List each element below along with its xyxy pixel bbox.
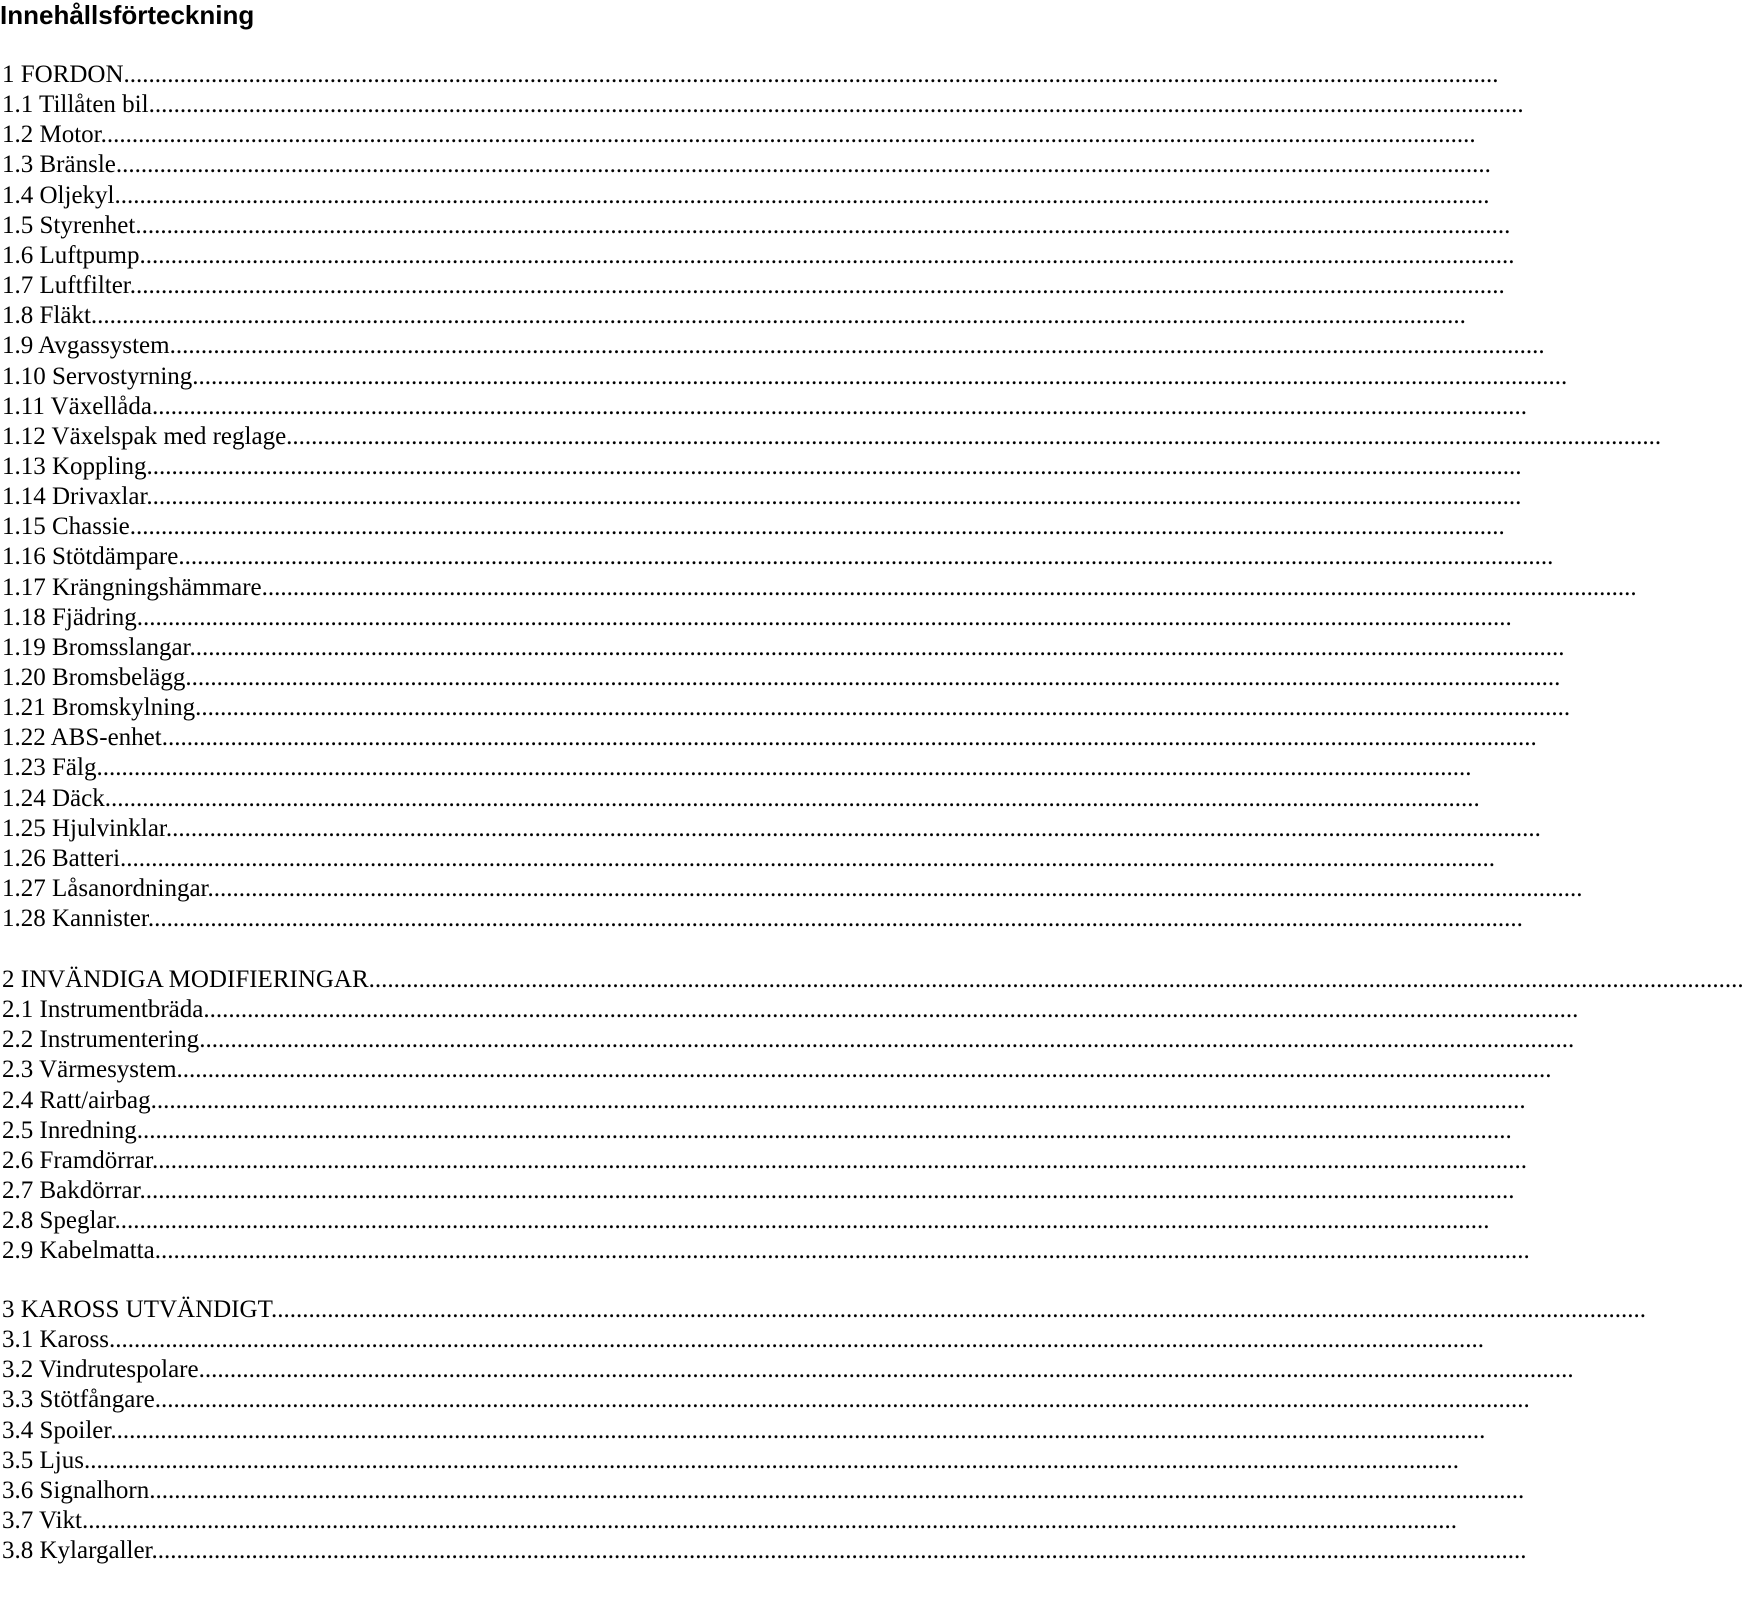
toc-entry[interactable]: [2, 392, 1527, 422]
dot-leader: ............................................................................................................................................................................................................................: [169, 332, 1545, 359]
dot-leader: ............................................................................................................................................................................................................................: [185, 664, 1561, 691]
toc-entry-label: 1.23 Fälg: [2, 754, 97, 781]
toc-entry-label: 2.6 Framdörrar: [2, 1147, 152, 1174]
toc-entry-label: 2.9 Kabelmatta: [2, 1237, 155, 1264]
toc-entry-label: 3.4 Spoiler: [2, 1417, 111, 1444]
dot-leader: ............................................................................................................................................................................................................................: [207, 875, 1583, 902]
toc-entry-label: 1.16 Stötdämpare: [2, 543, 179, 570]
dot-leader: ............................................................................................................................................................................................................................: [110, 1417, 1486, 1444]
dot-leader: ............................................................................................................................................................................................................................: [176, 1056, 1552, 1083]
toc-entry-label: 1.18 Fjädring: [2, 604, 137, 631]
page-title: Innehållsförteckning: [0, 0, 255, 30]
dot-leader: ............................................................................................................................................................................................................................: [120, 845, 1496, 872]
toc-entry[interactable]: [2, 1325, 1484, 1355]
dot-leader: ............................................................................................................................................................................................................................: [199, 1026, 1575, 1053]
toc-entry-label: 1.14 Drivaxlar: [2, 483, 147, 510]
toc-entry[interactable]: [2, 723, 1537, 753]
toc-entry[interactable]: [2, 753, 1472, 783]
toc-entry[interactable]: [2, 693, 1571, 723]
dot-leader: ............................................................................................................................................................................................................................: [90, 302, 1466, 329]
dot-leader: ............................................................................................................................................................................................................................: [151, 393, 1527, 420]
dot-leader: ............................................................................................................................................................................................................................: [189, 634, 1565, 661]
dot-leader: ............................................................................................................................................................................................................................: [148, 91, 1524, 118]
dot-leader: ............................................................................................................................................................................................................................: [83, 1447, 1459, 1474]
toc-entry[interactable]: [2, 1206, 1490, 1236]
toc-entry[interactable]: [2, 1086, 1526, 1116]
toc-entry-label: 1.17 Krängningshämmare: [2, 574, 262, 601]
toc-entry-label: 1.27 Låsanordningar: [2, 875, 208, 902]
toc-entry[interactable]: [2, 1146, 1527, 1176]
toc-entry[interactable]: [2, 150, 1491, 180]
dot-leader: ............................................................................................................................................................................................................................: [203, 996, 1579, 1023]
dot-leader: ............................................................................................................................................................................................................................: [261, 574, 1637, 601]
toc-entry[interactable]: [2, 1385, 1530, 1415]
toc-entry-label: 1.20 Bromsbelägg: [2, 664, 186, 691]
dot-leader: ............................................................................................................................................................................................................................: [161, 724, 1537, 751]
dot-leader: ............................................................................................................................................................................................................................: [146, 483, 1522, 510]
toc-entry[interactable]: [2, 241, 1515, 271]
dot-leader: ............................................................................................................................................................................................................................: [100, 121, 1476, 148]
toc-entry-label: 1.9 Avgassystem: [2, 332, 170, 359]
toc-entry[interactable]: [2, 573, 1637, 603]
toc-entry[interactable]: [2, 301, 1466, 331]
dot-leader: ............................................................................................................................................................................................................................: [151, 1147, 1527, 1174]
dot-leader: ............................................................................................................................................................................................................................: [129, 513, 1505, 540]
toc-entry-label: 1.25 Hjulvinklar: [2, 815, 166, 842]
dot-leader: ............................................................................................................................................................................................................................: [108, 1326, 1484, 1353]
toc-entry-label: 2 INVÄNDIGA MODIFIERINGAR: [2, 966, 369, 993]
toc-entry[interactable]: [2, 211, 1511, 241]
dot-leader: ............................................................................................................................................................................................................................: [270, 1296, 1646, 1323]
toc-entry-label: 2.1 Instrumentbräda: [2, 996, 204, 1023]
toc-entry-label: 1.21 Bromskylning: [2, 694, 196, 721]
toc-entry[interactable]: [2, 482, 1522, 512]
dot-leader: ............................................................................................................................................................................................................................: [286, 423, 1662, 450]
toc-entry[interactable]: [2, 814, 1541, 844]
toc-entry-label: 1.26 Batteri: [2, 845, 121, 872]
toc-entry[interactable]: [2, 663, 1561, 693]
toc-entry-label: 1.13 Koppling: [2, 453, 147, 480]
toc-entry-label: 1.1 Tillåten bil: [2, 91, 149, 118]
toc-entry[interactable]: [2, 1176, 1515, 1206]
toc-entry-label: 1.12 Växelspak med reglage: [2, 423, 287, 450]
dot-leader: ............................................................................................................................................................................................................................: [129, 272, 1505, 299]
toc-entry-label: 1.5 Styrenhet: [2, 212, 136, 239]
toc-entry[interactable]: [2, 874, 1583, 904]
dot-leader: ............................................................................................................................................................................................................................: [115, 151, 1491, 178]
toc-entry[interactable]: [2, 904, 1523, 934]
dot-leader: ............................................................................................................................................................................................................................: [154, 1386, 1530, 1413]
toc-entry[interactable]: [2, 452, 1522, 482]
dot-leader: ............................................................................................................................................................................................................................: [147, 905, 1523, 932]
toc-entry-label: 3.1 Kaross: [2, 1326, 109, 1353]
toc-entry[interactable]: [2, 603, 1512, 633]
toc-entry-label: 1.15 Chassie: [2, 513, 130, 540]
toc-entry[interactable]: [2, 271, 1505, 301]
toc-section-heading[interactable]: [2, 60, 1499, 90]
dot-leader: ............................................................................................................................................................................................................................: [150, 1087, 1526, 1114]
dot-leader: ............................................................................................................................................................................................................................: [139, 1177, 1515, 1204]
toc-entry-label: 1.24 Däck: [2, 785, 105, 812]
toc-entry-label: 1.28 Kannister: [2, 905, 148, 932]
toc-entry-label: 3.6 Signalhorn: [2, 1477, 150, 1504]
toc-entry-label: 3.7 Vikt: [2, 1507, 82, 1534]
dot-leader: ............................................................................................................................................................................................................................: [114, 182, 1490, 209]
toc-entry-label: 1.3 Bränsle: [2, 151, 116, 178]
toc-entry[interactable]: [2, 844, 1496, 874]
dot-leader: ............................................................................................................................................................................................................................: [104, 785, 1480, 812]
toc-entry-label: 1.22 ABS-enhet: [2, 724, 162, 751]
toc-entry[interactable]: [2, 331, 1545, 361]
toc-entry-label: 1.11 Växellåda: [2, 393, 152, 420]
dot-leader: ............................................................................................................................................................................................................................: [82, 1507, 1457, 1534]
toc-entry-label: 1.19 Bromsslangar: [2, 634, 190, 661]
dot-leader: ............................................................................................................................................................................................................................: [96, 754, 1472, 781]
toc-entry-label: 2.2 Instrumentering: [2, 1026, 200, 1053]
toc-entry[interactable]: [2, 1506, 1457, 1536]
dot-leader: ............................................................................................................................................................................................................................: [165, 815, 1541, 842]
toc-entry-label: 3.8 Kylargaller: [2, 1537, 152, 1564]
dot-leader: ............................................................................................................................................................................................................................: [195, 694, 1571, 721]
toc-entry[interactable]: [2, 362, 1568, 392]
toc-entry-label: 3.3 Stötfångare: [2, 1386, 155, 1413]
toc-entry[interactable]: [2, 120, 1476, 150]
toc-entry[interactable]: [2, 422, 1662, 452]
toc-entry[interactable]: [2, 1055, 1552, 1085]
toc-entry[interactable]: [2, 542, 1554, 572]
toc-entry[interactable]: [2, 784, 1480, 814]
toc-entry-label: 1.4 Oljekyl: [2, 182, 115, 209]
toc-entry[interactable]: [2, 1025, 1575, 1055]
toc-entry-label: 1.6 Luftpump: [2, 242, 140, 269]
dot-leader: ............................................................................................................................................................................................................................: [136, 1117, 1512, 1144]
toc-entry[interactable]: [2, 512, 1505, 542]
toc-entry-label: 1.2 Motor: [2, 121, 101, 148]
toc-entry-label: 3.2 Vindrutespolare: [2, 1356, 199, 1383]
toc-entry[interactable]: [2, 1116, 1512, 1146]
dot-leader: ............................................................................................................................................................................................................................: [154, 1237, 1530, 1264]
dot-leader: ............................................................................................................................................................................................................................: [146, 453, 1522, 480]
toc-entry-label: 2.4 Ratt/airbag: [2, 1087, 151, 1114]
dot-leader: ............................................................................................................................................................................................................................: [198, 1356, 1574, 1383]
toc-section-heading[interactable]: [2, 965, 1744, 995]
toc-entry-label: 1 FORDON: [2, 61, 124, 88]
toc-section-heading[interactable]: [2, 1295, 1646, 1325]
dot-leader: ............................................................................................................................................................................................................................: [136, 604, 1512, 631]
dot-leader: ............................................................................................................................................................................................................................: [114, 1207, 1490, 1234]
dot-leader: ............................................................................................................................................................................................................................: [139, 242, 1515, 269]
toc-entry-label: 3 KAROSS UTVÄNDIGT: [2, 1296, 271, 1323]
dot-leader: ............................................................................................................................................................................................................................: [368, 966, 1744, 993]
toc-entry-label: 2.3 Värmesystem: [2, 1056, 177, 1083]
toc-entry-label: 2.7 Bakdörrar: [2, 1177, 140, 1204]
toc-entry[interactable]: [2, 1446, 1459, 1476]
toc-entry-label: 3.5 Ljus: [2, 1447, 84, 1474]
toc-entry[interactable]: [2, 181, 1490, 211]
toc-entry-label: 1.8 Fläkt: [2, 302, 91, 329]
dot-leader: ............................................................................................................................................................................................................................: [151, 1537, 1527, 1564]
toc-entry-label: 2.8 Speglar: [2, 1207, 115, 1234]
toc-entry-label: 1.7 Luftfilter: [2, 272, 130, 299]
dot-leader: ............................................................................................................................................................................................................................: [192, 363, 1568, 390]
toc-entry[interactable]: [2, 1476, 1525, 1506]
dot-leader: ............................................................................................................................................................................................................................: [149, 1477, 1525, 1504]
toc-entry[interactable]: [2, 1355, 1574, 1385]
dot-leader: ............................................................................................................................................................................................................................: [135, 212, 1511, 239]
dot-leader: ............................................................................................................................................................................................................................: [123, 61, 1499, 88]
toc-entry[interactable]: [2, 995, 1579, 1025]
toc-entry[interactable]: [2, 633, 1565, 663]
toc-entry-label: 1.10 Servostyrning: [2, 363, 193, 390]
toc-entry-label: 2.5 Inredning: [2, 1117, 137, 1144]
toc-entry[interactable]: [2, 90, 1524, 120]
toc-entry[interactable]: [2, 1416, 1486, 1446]
toc-entry[interactable]: [2, 1536, 1527, 1566]
dot-leader: ............................................................................................................................................................................................................................: [178, 543, 1554, 570]
toc-entry[interactable]: [2, 1236, 1530, 1266]
